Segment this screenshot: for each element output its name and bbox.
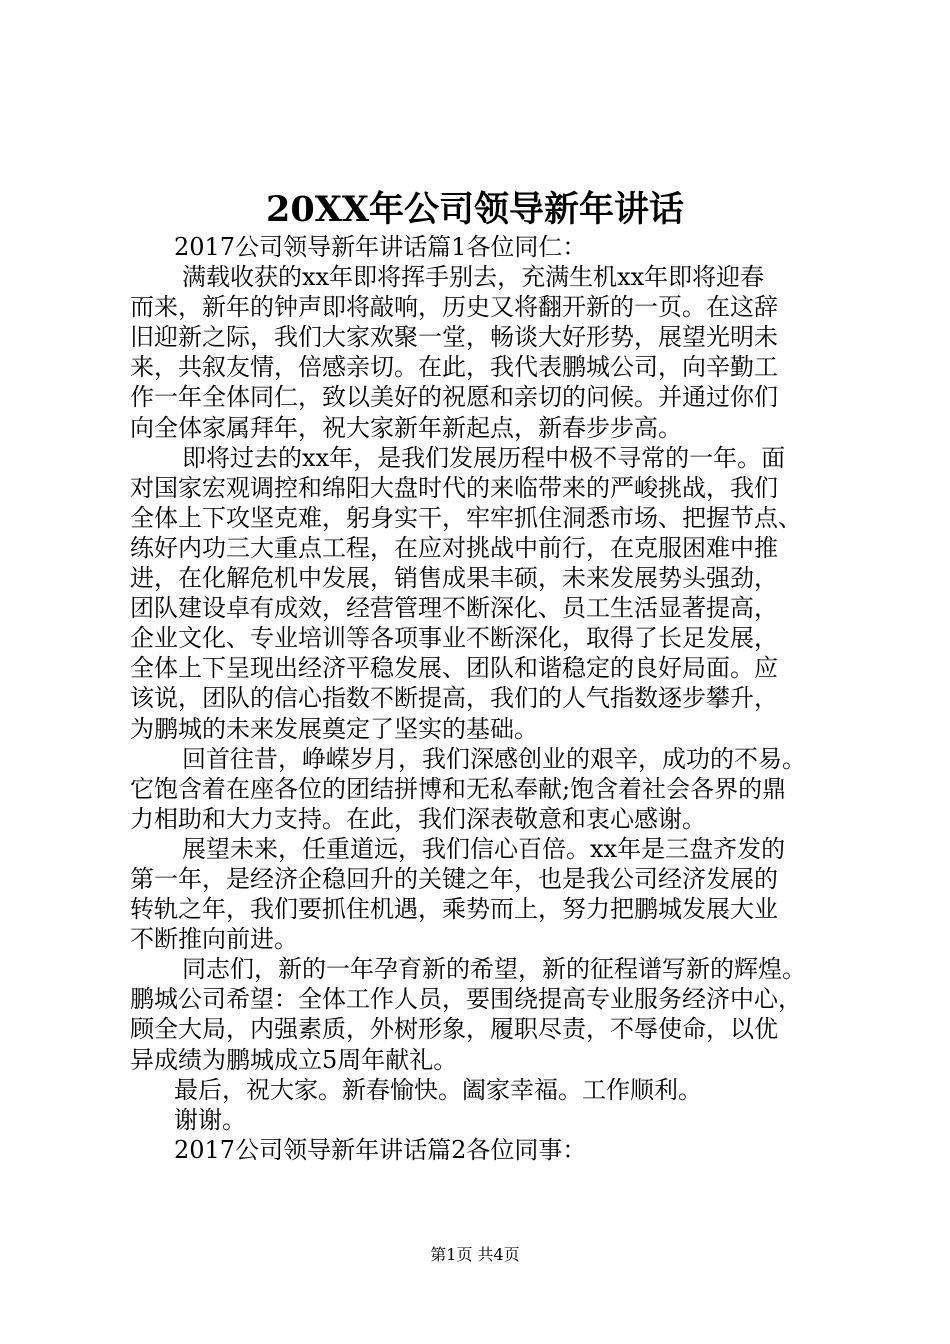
document-title: 20XX年公司领导新年讲话: [265, 189, 685, 230]
paragraph-line: 而来，新年的钟声即将敲响，历史又将翻开新的一页。在这辞: [130, 293, 778, 322]
paragraph-line: 旧迎新之际，我们大家欢聚一堂，畅谈大好形势，展望光明未: [130, 323, 778, 352]
paragraph-line: 鹏城公司希望：全体工作人员，要围绕提高专业服务经济中心，: [130, 985, 802, 1014]
paragraph-line: 展望未来，任重道远，我们信心百倍。xx年是三盘齐发的: [182, 834, 786, 863]
paragraph-line: 该说，团队的信心指数不断提高，我们的人气指数逐步攀升，: [130, 684, 778, 713]
paragraph-line: 全体上下攻坚克难，躬身实干，牢牢抓住洞悉市场、把握节点、: [130, 503, 802, 532]
paragraph-line: 力相助和大力支持。在此，我们深表敬意和衷心感谢。: [130, 804, 706, 833]
paragraph-line: 全体上下呈现出经济平稳发展、团队和谐稳定的良好局面。应: [130, 654, 778, 683]
paragraph-line: 不断推向前进。: [130, 925, 298, 954]
paragraph-line: 谢谢。: [174, 1105, 246, 1134]
paragraph-line: 练好内功三大重点工程，在应对挑战中前行，在克服困难中推: [130, 533, 778, 562]
paragraph-line: 企业文化、专业培训等各项事业不断深化，取得了长足发展，: [130, 624, 778, 653]
section-heading: 2017公司领导新年讲话篇2各位同事：: [174, 1135, 587, 1164]
paragraph-line: 异成绩为鹏城成立5周年献礼。: [130, 1045, 458, 1074]
paragraph-line: 向全体家属拜年，祝大家新年新起点，新春步步高。: [130, 413, 682, 442]
paragraph-line: 为鹏城的未来发展奠定了坚实的基础。: [130, 714, 538, 743]
paragraph-line: 进，在化解危机中发展，销售成果丰硕，未来发展势头强劲，: [130, 564, 778, 593]
paragraph-line: 转轨之年，我们要抓住机遇，乘势而上，努力把鹏城发展大业: [130, 895, 778, 924]
page-number-footer: 第1页 共4页: [430, 1245, 520, 1264]
document-body: [130, 232, 838, 1165]
section-heading: 2017公司领导新年讲话篇1各位同仁：: [174, 233, 587, 261]
paragraph-line: 最后，祝大家。新春愉快。阖家幸福。工作顺利。: [174, 1075, 702, 1104]
paragraph-line: 同志们，新的一年孕育新的希望，新的征程谱写新的辉煌。: [182, 955, 806, 984]
paragraph-line: 团队建设卓有成效，经营管理不断深化、员工生活显著提高，: [130, 594, 778, 623]
paragraph-line: 即将过去的xx年，是我们发展历程中极不寻常的一年。面: [182, 443, 786, 472]
paragraph-line: 第一年，是经济企稳回升的关键之年，也是我公司经济发展的: [130, 864, 778, 893]
paragraph-line: 作一年全体同仁，致以美好的祝愿和亲切的问候。并通过你们: [130, 383, 778, 412]
paragraph-line: 它饱含着在座各位的团结拼博和无私奉献;饱含着社会各界的鼎: [130, 774, 787, 803]
paragraph-line: 来，共叙友情，倍感亲切。在此，我代表鹏城公司，向辛勤工: [130, 353, 778, 382]
paragraph-line: 顾全大局，内强素质，外树形象，履职尽责，不辱使命，以优: [130, 1015, 778, 1044]
paragraph-line: 满载收获的xx年即将挥手别去，充满生机xx年即将迎春: [182, 263, 765, 292]
paragraph-line: 对国家宏观调控和绵阳大盘时代的来临带来的严峻挑战，我们: [130, 473, 778, 502]
paragraph-line: 回首往昔，峥嵘岁月，我们深感创业的艰辛，成功的不易。: [182, 744, 806, 773]
